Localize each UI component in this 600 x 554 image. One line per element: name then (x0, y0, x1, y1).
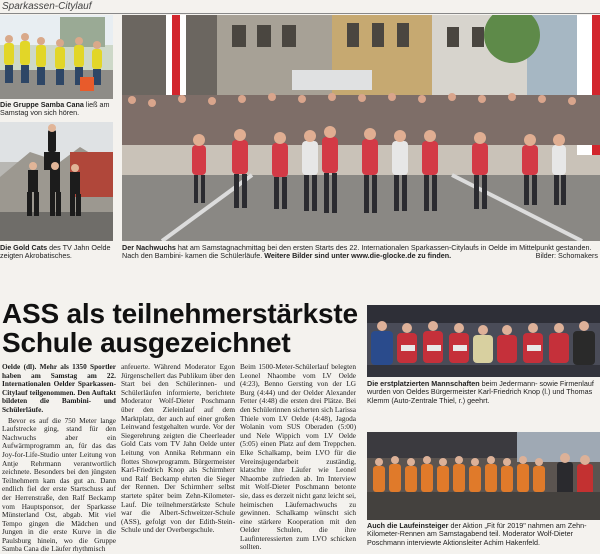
photo-teams (367, 305, 600, 377)
photo-fit-2019 (367, 432, 600, 520)
article-lead: Oelde (dl). Mehr als 1350 Sportler haben am Samstag am 22. Internationalen Oelder Sparkassen-Citylauf teilgenommen. Den Auftakt bildeten die Bambini- und Schülerläufe. (2, 362, 116, 414)
caption-teams: Die erstplatzierten Mannschaften beim Jedermann- sowie Firmenlauf wurden von Oeldes Bürgermeister Karl-Friedrich Knop (l.) und Thomas Klemm (Auto-Zentrale Thiel, r.) geehrt. (367, 379, 594, 405)
caption-link: Weitere Bilder sind unter www.die-glocke.de zu finden. (264, 251, 452, 261)
article-col3-body: Beim 1500-Meter-Schülerlauf belegten Leonel Nhaombe vom LV Oelde (4:23), Benno Gersting von der LG Burg (4:44) und der Oelder Alexander Fetter (4:48) die ersten drei Plätze. Bei den Schülerinnen sicherten sich Larissa Thiele vom LV Oelde (4:48), Jagoda Wolanin vom SUS Oberaden (5:00) und Nele Wippich vom LV Oelde (5:05) einen Platz auf dem Treppchen. Elke Schalkamp, beim LVO für die Vereinsjugendarbeit zuständig, klatschte ihre Läufer wie Leonel Nhaombe zufrieden ab. Im Interview mit Wolf-Dieter Poschmann betonte sie, dass es derzeit nicht ganz leicht sei, heimischen Läufernachwuchs zu gewinnen. Schalkamp wünscht sich eine stärkere Kooperation mit den Oelder Schulen, die ihre Laufinteressierten zum LVO schicken sollten. (240, 362, 356, 552)
caption-main-runners: Der Nachwuchs hat am Samstagnachmittag bei den ersten Starts des 22. Internationalen Sparkassen-Citylaufs in Oelde im Mittelpunkt gestanden. Nach den Bambini- kamen die Schülerläufe. Weitere Bilder sind unter www.die-glocke.de zu finden. Bilder: Schomakers (122, 243, 598, 261)
photo-main-runners (122, 15, 600, 241)
photo-gold-cats (0, 122, 113, 241)
caption-samba-cana: Die Gruppe Samba Cana ließ am Samstag von sich hören. (0, 100, 110, 118)
photo-samba-cana (0, 15, 113, 99)
article-column-3 (240, 363, 356, 552)
photo-credit: Bilder: Schomakers (535, 251, 598, 261)
article-col1-body: Bevor es auf die 750 Meter lange Laufstrecke ging, stand für den Nachwuchs aber ein Aufwärmprogramm an, für das das Joy-for-Life-Studio unter Leitung von Antje Rehrmann verantwortlich zeichnete. Besonders bei den jüngsten Teilnehmern kam das gut an. Dann endlich fiel der erste Startschuss auf der Herrenstraße, den Ralf Beckamp vom Hauptsponsor, der Sparkasse Münsterland Ost, abgab. Mit viel Tempo gingen die Mädchen und Jungen in die erste Kurve in die Paulsburg hinein, wo die Gruppe Samba Cana die Läufer rhythmisch (2, 415, 116, 554)
article-headline: ASS als teilnehmerstärkste Schule ausgezeichnet (2, 298, 358, 358)
header-rule (0, 13, 600, 14)
article-column-2 (121, 363, 235, 535)
caption-fit-2019: Auch die Laufeinsteiger der Aktion „Fit für 2019" nahmen am Zehn-Kilometer-Rennen am Samstagabend teil. Moderator Wolf-Dieter Poschmann interviewte Aktionsleiter Achim Hakenfeld. (367, 521, 587, 547)
section-kicker: Sparkassen-Citylauf (2, 1, 92, 12)
article-col2-body: anfeuerte. Während Moderator Egon Jürgenschellert das Publikum über den Start bei den Schülerinnen- und Schülerläufen informierte, berichtete Moderator Wolf-Dieter Poschmann über den Zieleinlauf auf dem Marktplatz, der auch auf einer großen Leinwand festgehalten wurde. Vor der Siegerehrung zeigten die Cheerleader Gold Cats vom TV Jahn Oelde unter Leitung von Annika Rehrmann ein flottes Showprogramm. Bürgermeister Karl-Friedrich Knop als Schirmherr und Ralf Beckamp ehrten die Sieger der Rennen. Der Schirmherr selbst startete später beim Zehn-Kilometer-Lauf. Die teilnehmerstärkste Schule war die Albert-Schweitzer-Schule (ASS), gefolgt von der Edith-Stein-Schule und der Overbergschule. (121, 362, 235, 535)
caption-gold-cats: Die Gold Cats des TV Jahn Oelde zeigten Akrobatisches. (0, 243, 111, 261)
article-column-1 (2, 363, 116, 554)
